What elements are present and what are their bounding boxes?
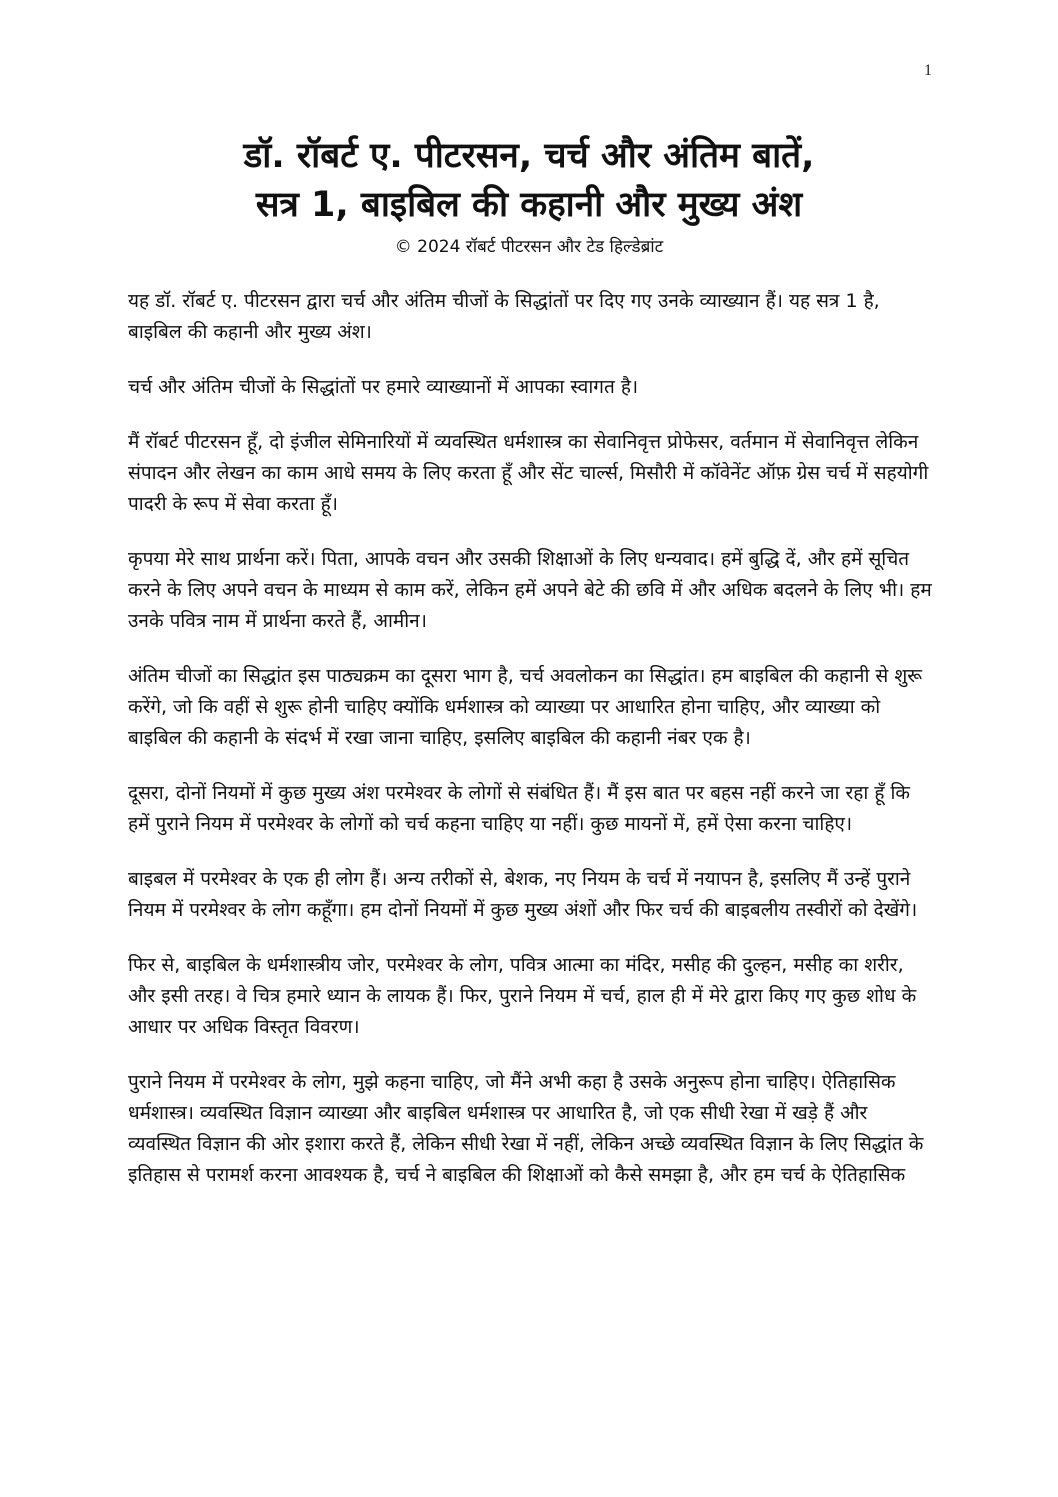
paragraph-prayer: कृपया मेरे साथ प्रार्थना करें। पिता, आपके वचन और उसकी शिक्षाओं के लिए धन्यवाद। हमें बुद्धि दें, और हमें सूचित करने के लिए अपने वचन के माध्यम से काम करें, लेकिन हमें अपने बेटे की छवि में और अधिक बदलने के लिए भी। हम उनके पवित्र नाम में प्रार्थना करते हैं, आमीन। <box>128 548 932 632</box>
paragraph-images-of-church: फिर से, बाइबिल के धर्मशास्त्रीय जोर, परमेश्वर के लोग, पवित्र आत्मा का मंदिर, मसीह की दुल्हन, मसीह का शरीर, और इसी तरह। वे चित्र हमारे ध्यान के लायक हैं। फिर, पुराने नियम में चर्च, हाल ही में मेरे द्वारा किए गए कुछ शोध के आधार पर अधिक विस्तृत विवरण। <box>128 954 917 1038</box>
page-number: 1 <box>924 62 932 79</box>
paragraph-key-passages: दूसरा, दोनों नियमों में कुछ मुख्य अंश परमेश्वर के लोगों से संबंधित हैं। मैं इस बात पर बहस नहीं करने जा रहा हूँ कि हमें पुराने नियम में परमेश्वर के लोगों को चर्च कहना चाहिए या नहीं। कुछ मायनों में, हमें ऐसा करना चाहिए। <box>128 782 910 835</box>
paragraph-people-of-god: बाइबल में परमेश्वर के एक ही लोग हैं। अन्य तरीकों से, बेशक, नए नियम के चर्च में नयापन है, इसलिए मैं उन्हें पुराने नियम में परमेश्वर के लोग कहूँगा। हम दोनों नियमों में कुछ मुख्य अंशों और फिर चर्च की बाइबलीय तस्वीरों को देखेंगे। <box>128 868 918 921</box>
page-title-line-2: सत्र 1, बाइबिल की कहानी और मुख्य अंश <box>255 185 803 225</box>
paragraph-historical-theology: पुराने नियम में परमेश्वर के लोग, मुझे कहना चाहिए, जो मैंने अभी कहा है उसके अनुरूप होना चाहिए। ऐतिहासिक धर्मशास्त्र। व्यवस्थित विज्ञान व्याख्या और बाइबिल धर्मशास्त्र पर आधारित है, जो एक सीधी रेखा में खड़े हैं और व्यवस्थित विज्ञान की ओर इशारा करते हैं, लेकिन सीधी रेखा में नहीं, लेकिन अच्छे व्यवस्थित विज्ञान के लिए सिद्धांत के इतिहास से परामर्श करना आवश्यक है, चर्च ने बाइबिल की शिक्षाओं को कैसे समझा है, और हम चर्च के ऐतिहासिक <box>128 1071 924 1186</box>
paragraph-intro: यह डॉ. रॉबर्ट ए. पीटरसन द्वारा चर्च और अंतिम चीजों के सिद्धांतों पर दिए गए उनके व्याख्यान हैं। यह सत्र 1 है, बाइबिल की कहानी और मुख्य अंश। <box>128 290 880 343</box>
transcript-body <box>128 286 934 1215</box>
title-block <box>110 132 948 260</box>
paragraph-speaker-bio: मैं रॉबर्ट पीटरसन हूँ, दो इंजील सेमिनारियों में व्यवस्थित धर्मशास्त्र का सेवानिवृत्त प्रोफेसर, वर्तमान में सेवानिवृत्त लेकिन संपादन और लेखन का काम आधे समय के लिए करता हूँ और सेंट चार्ल्स, मिसौरी में कॉवेनेंट ऑफ़ ग्रेस चर्च में सहयोगी पादरी के रूप में सेवा करता हूँ। <box>128 431 929 515</box>
paragraph-course-overview: अंतिम चीजों का सिद्धांत इस पाठ्यक्रम का दूसरा भाग है, चर्च अवलोकन का सिद्धांत। हम बाइबिल की कहानी से शुरू करेंगे, जो कि वहीं से शुरू होनी चाहिए क्योंकि धर्मशास्त्र को व्याख्या पर आधारित होना चाहिए, और व्याख्या को बाइबिल की कहानी के संदर्भ में रखा जाना चाहिए, इसलिए बाइबिल की कहानी नंबर एक है। <box>128 665 923 749</box>
paragraph-welcome: चर्च और अंतिम चीजों के सिद्धांतों पर हमारे व्याख्यानों में आपका स्वागत है। <box>128 376 639 398</box>
page-title-line-1: डॉ. रॉबर्ट ए. पीटरसन, चर्च और अंतिम बातें, <box>243 136 815 176</box>
copyright-notice: © 2024 रॉबर्ट पीटरसन और टेड हिल्डेब्रांट <box>394 237 664 257</box>
